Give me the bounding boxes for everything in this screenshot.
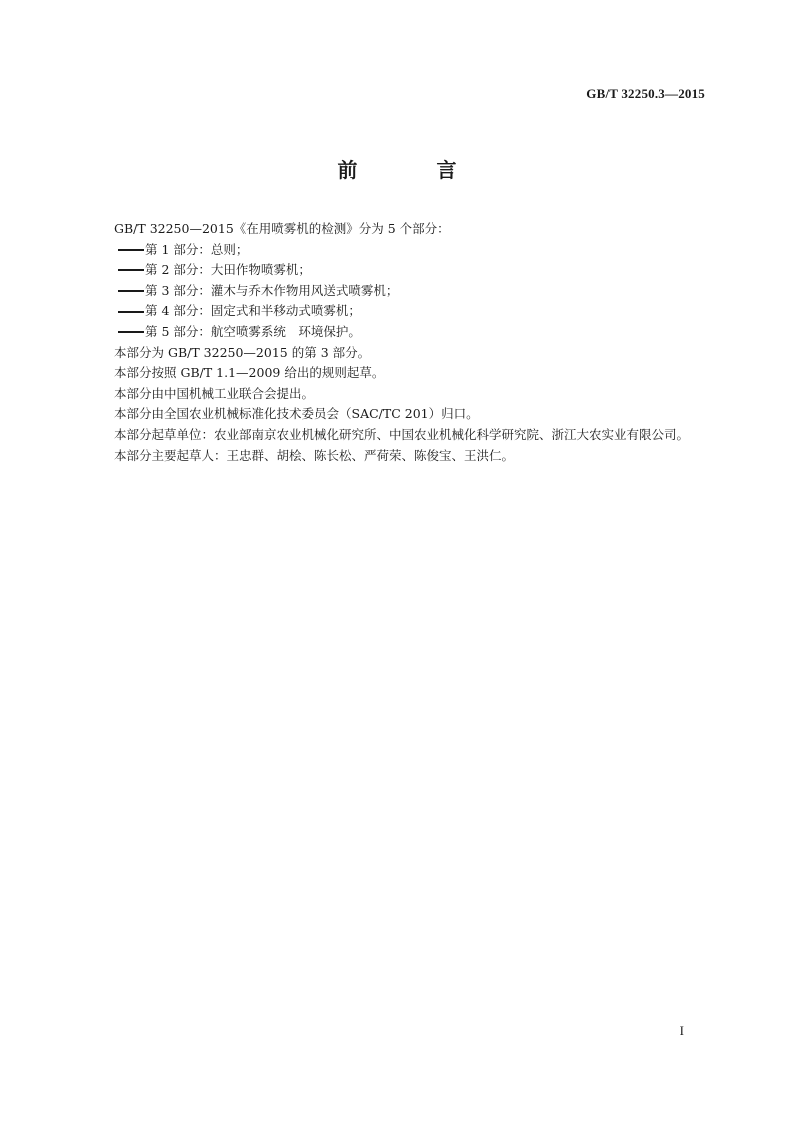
em-dash-icon xyxy=(118,311,144,313)
em-dash-icon xyxy=(118,331,144,333)
list-item xyxy=(89,301,705,322)
em-dash-icon xyxy=(118,269,144,271)
em-dash-icon xyxy=(118,290,144,292)
list-item-text: 第 1 部分：总则； xyxy=(145,241,249,257)
em-dash-icon xyxy=(118,249,144,251)
list-item xyxy=(89,322,705,343)
list-item-text: 第 2 部分：大田作物喷雾机； xyxy=(145,262,311,278)
paragraph-drafting-units: 本部分起草单位：农业部南京农业机械化研究所、中国农业机械化科学研究院、浙江大农实业有限公司。 xyxy=(114,426,690,442)
paragraph-part-of: 本部分为 GB/T 32250—2015 的第 3 部分。 xyxy=(114,344,371,360)
paragraph-drafters: 本部分主要起草人：王忠群、胡桧、陈长松、严荷荣、陈俊宝、王洪仁。 xyxy=(114,447,515,463)
paragraph-drafting-rules: 本部分按照 GB/T 1.1—2009 给出的规则起草。 xyxy=(114,365,385,381)
foreword-body xyxy=(89,219,705,466)
paragraph-proposer: 本部分由中国机械工业联合会提出。 xyxy=(114,385,315,401)
list-item-text: 第 5 部分：航空喷雾系统 环境保护。 xyxy=(145,323,361,339)
intro-paragraph: GB/T 32250—2015《在用喷雾机的检测》分为 5 个部分： xyxy=(114,221,450,236)
page-number: I xyxy=(679,1023,684,1038)
list-item xyxy=(89,281,705,302)
list-item-text: 第 3 部分：灌木与乔木作物用风送式喷雾机； xyxy=(145,282,399,298)
standard-number: GB/T 32250.3—2015 xyxy=(586,86,705,101)
page-title: 前 言 xyxy=(337,158,493,182)
paragraph-technical-committee: 本部分由全国农业机械标准化技术委员会（SAC/TC 201）归口。 xyxy=(114,406,479,422)
list-item xyxy=(89,240,705,261)
list-item-text: 第 4 部分：固定式和半移动式喷雾机； xyxy=(145,303,361,319)
list-item xyxy=(89,260,705,281)
